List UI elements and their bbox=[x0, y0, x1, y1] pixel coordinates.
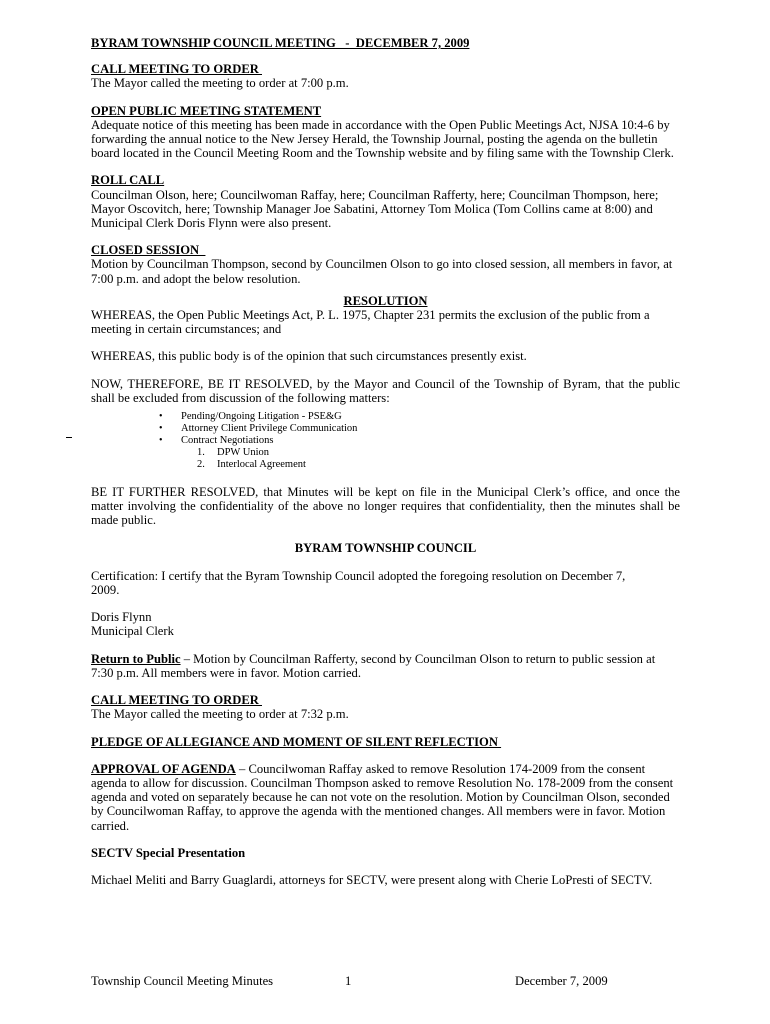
section-heading: SECTV Special Presentation bbox=[91, 845, 246, 860]
section-text: Councilman Olson, here; Councilwoman Raffay, here; Councilman Rafferty, here; Councilman Thompson, here; Mayor Oscovitch, here; Township Manager Joe Sabatini, Attorney Tom Molica (Tom Collins came at 8:00) and Municipal Clerk Doris Flynn were also present. bbox=[91, 187, 659, 231]
list-item: • Pending/Ongoing Litigation - PSE&G bbox=[159, 411, 342, 423]
section-approval-agenda bbox=[91, 762, 680, 833]
page-number: 1 bbox=[345, 974, 352, 988]
bullet-icon: • bbox=[159, 423, 163, 435]
section-return-to-public bbox=[91, 652, 680, 680]
section-sectv-text: Michael Meliti and Barry Guaglardi, attorneys for SECTV, were present along with Cherie LoPresti of SECTV. bbox=[91, 872, 653, 887]
signer-title: Municipal Clerk bbox=[91, 624, 174, 639]
sub-list-item: 2. Interlocal Agreement bbox=[197, 459, 306, 471]
page-title: BYRAM TOWNSHIP COUNCIL MEETING - DECEMBER 7, 2009 bbox=[91, 36, 470, 50]
footer-title: Township Council Meeting Minutes bbox=[91, 974, 274, 988]
section-closed-session bbox=[91, 243, 680, 286]
section-heading: CALL MEETING TO ORDER bbox=[91, 693, 262, 708]
resolution-whereas-2: WHEREAS, this public body is of the opinion that such circumstances presently exist. bbox=[91, 349, 527, 364]
margin-mark bbox=[66, 437, 72, 438]
sub-list bbox=[181, 447, 680, 471]
sub-list-item: 1. DPW Union bbox=[197, 447, 270, 459]
section-pledge bbox=[91, 735, 680, 749]
resolution-heading: RESOLUTION bbox=[343, 293, 428, 308]
section-text: Motion by Councilman Thompson, second by Councilmen Olson to go into closed session, all members in favor, at 7:00 p.m. and adopt the below resolution. bbox=[91, 257, 673, 286]
footer-date: December 7, 2009 bbox=[515, 974, 608, 988]
resolution-further: BE IT FURTHER RESOLVED, that Minutes will be kept on file in the Municipal Clerk’s office, and once the matter involving the confidentiality of the above no longer requires that confidentiality, then the minutes shall be made public. bbox=[91, 485, 680, 528]
bullet-icon: • bbox=[159, 435, 163, 447]
section-text: The Mayor called the meeting to order at 7:32 p.m. bbox=[91, 707, 349, 722]
section-text: Adequate notice of this meeting has been made in accordance with the Open Public Meetings Act, NJSA 10:4-6 by forwarding the annual notice to the New Jersey Herald, the Township Journal, posting the agenda on the bulletin board located in the Council Meeting Room and the Township website and by filing same with the Township Clerk. bbox=[91, 117, 674, 161]
section-heading: CLOSED SESSION bbox=[91, 243, 206, 258]
section-roll-call bbox=[91, 173, 680, 230]
document-page bbox=[91, 36, 680, 900]
signer-name: Doris Flynn bbox=[91, 610, 152, 625]
section-label: APPROVAL OF AGENDA bbox=[91, 761, 236, 776]
section-text: – Motion by Councilman Rafferty, second by Councilman Olson to return to public session at 7:30 p.m. All members were in favor. Motion carried. bbox=[91, 651, 656, 680]
bullet-icon: • bbox=[159, 411, 163, 423]
section-call-to-order-1 bbox=[91, 62, 680, 90]
section-heading: CALL MEETING TO ORDER bbox=[91, 62, 262, 77]
list-item: • Attorney Client Privilege Communication bbox=[159, 423, 358, 435]
section-text: The Mayor called the meeting to order at 7:00 p.m. bbox=[91, 76, 349, 91]
section-heading: ROLL CALL bbox=[91, 173, 165, 188]
matters-list bbox=[91, 411, 680, 471]
section-open-public-meeting bbox=[91, 104, 680, 161]
section-call-to-order-2 bbox=[91, 693, 680, 721]
list-item: • Contract Negotiations 1. DPW Union 2. Interlocal Agreement bbox=[181, 435, 680, 471]
council-name: BYRAM TOWNSHIP COUNCIL bbox=[294, 540, 477, 555]
signature-block bbox=[91, 610, 680, 638]
resolution-whereas-1: WHEREAS, the Open Public Meetings Act, P. L. 1975, Chapter 231 permits the exclusion of the public from a meeting in certain circumstances; and bbox=[91, 308, 650, 337]
resolution-now-therefore: NOW, THEREFORE, BE IT RESOLVED, by the Mayor and Council of the Township of Byram, that the public shall be excluded from discussion of the following matters: bbox=[91, 376, 680, 405]
certification: Certification: I certify that the Byram Township Council adopted the foregoing resolution on December 7, 2009. bbox=[91, 568, 626, 598]
section-heading: PLEDGE OF ALLEGIANCE AND MOMENT OF SILENT REFLECTION bbox=[91, 734, 502, 749]
section-heading: OPEN PUBLIC MEETING STATEMENT bbox=[91, 103, 322, 118]
section-text: – Councilwoman Raffay asked to remove Resolution 174-2009 from the consent agenda to allow for discussion. Councilman Thompson asked to remove Resolution No. 178-2009 from the consent agenda and voted on separately because he can not vote on the resolution. Motion by Councilman Olson, seconded by Councilwoman Raffay, to approve the agenda with the mentioned changes. All members were in favor. Motion carried. bbox=[91, 761, 674, 833]
section-sectv-heading bbox=[91, 846, 680, 860]
section-label: Return to Public bbox=[91, 651, 181, 666]
